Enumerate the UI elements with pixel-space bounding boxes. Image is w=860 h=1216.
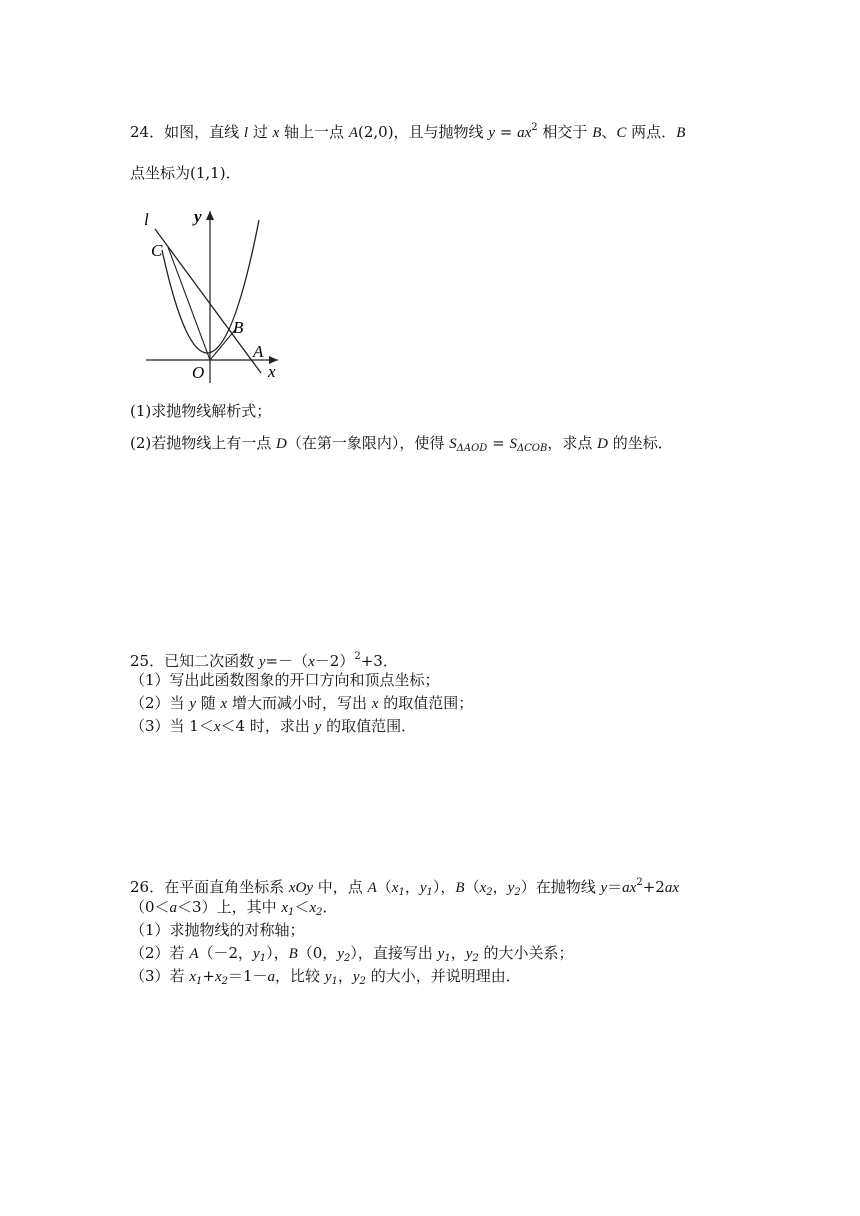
q25-part-3: （3）当 1＜x＜4 时，求出 y 的取值范围． [130,717,417,735]
q24-part-2: (2)若抛物线上有一点 D（在第一象限内），使得 $S_{\Delta AOD} = S_{\Delta COB}$，求点 D 的坐标． [130,434,673,454]
segment-oc [168,247,210,360]
q26-line-2: （0＜a＜3）上，其中 $x_1<x_2$． [130,898,338,918]
label-a: A [253,342,264,361]
label-l: l [144,210,149,229]
q26-part-3: （3）若 $x_1+x_2=1-a$，比较 $y_1$，$y_2$ 的大小，并说明理由． [130,967,521,987]
q25-line-1: 25．已知二次函数 $y=-(x-2)^2+3$． [130,651,398,670]
q26-line-1: 26．在平面直角坐标系 xOy 中，点 $A(x_1$，$y_1$），$B(x_2$，$y_2$）在抛物线 $y=ax^2+2ax$ [130,877,679,898]
q24-line-1: 24．如图，直线 l 过 x 轴上一点 A(2,0)，且与抛物线 $y = ax^2$ 相交于 B、C 两点．B [130,122,686,141]
label-o: O [192,363,205,382]
q26-part-1: （1）求抛物线的对称轴； [130,921,305,939]
y-axis-arrow-icon [206,211,214,220]
q24-line-2: 点坐标为(1,1)． [130,164,241,182]
parabola-figure [140,205,285,385]
segment-ob [210,330,235,360]
label-b: B [233,318,244,337]
q25-part-2: （2）当 y 随 x 增大而减小时，写出 x 的取值范围； [130,694,474,712]
q24-part-1: (1)求抛物线解析式； [130,402,272,420]
line-l [155,229,261,373]
label-x: x [268,362,276,381]
q25-part-1: （1）写出此函数图象的开口方向和顶点坐标； [130,671,440,689]
q26-part-2: （2）若 A（－2，$y_1$），B（0，$y_2$），直接写出 $y_1$，$y_2$ 的大小关系； [130,944,574,964]
label-y: y [194,207,202,226]
label-c: C [151,241,163,260]
